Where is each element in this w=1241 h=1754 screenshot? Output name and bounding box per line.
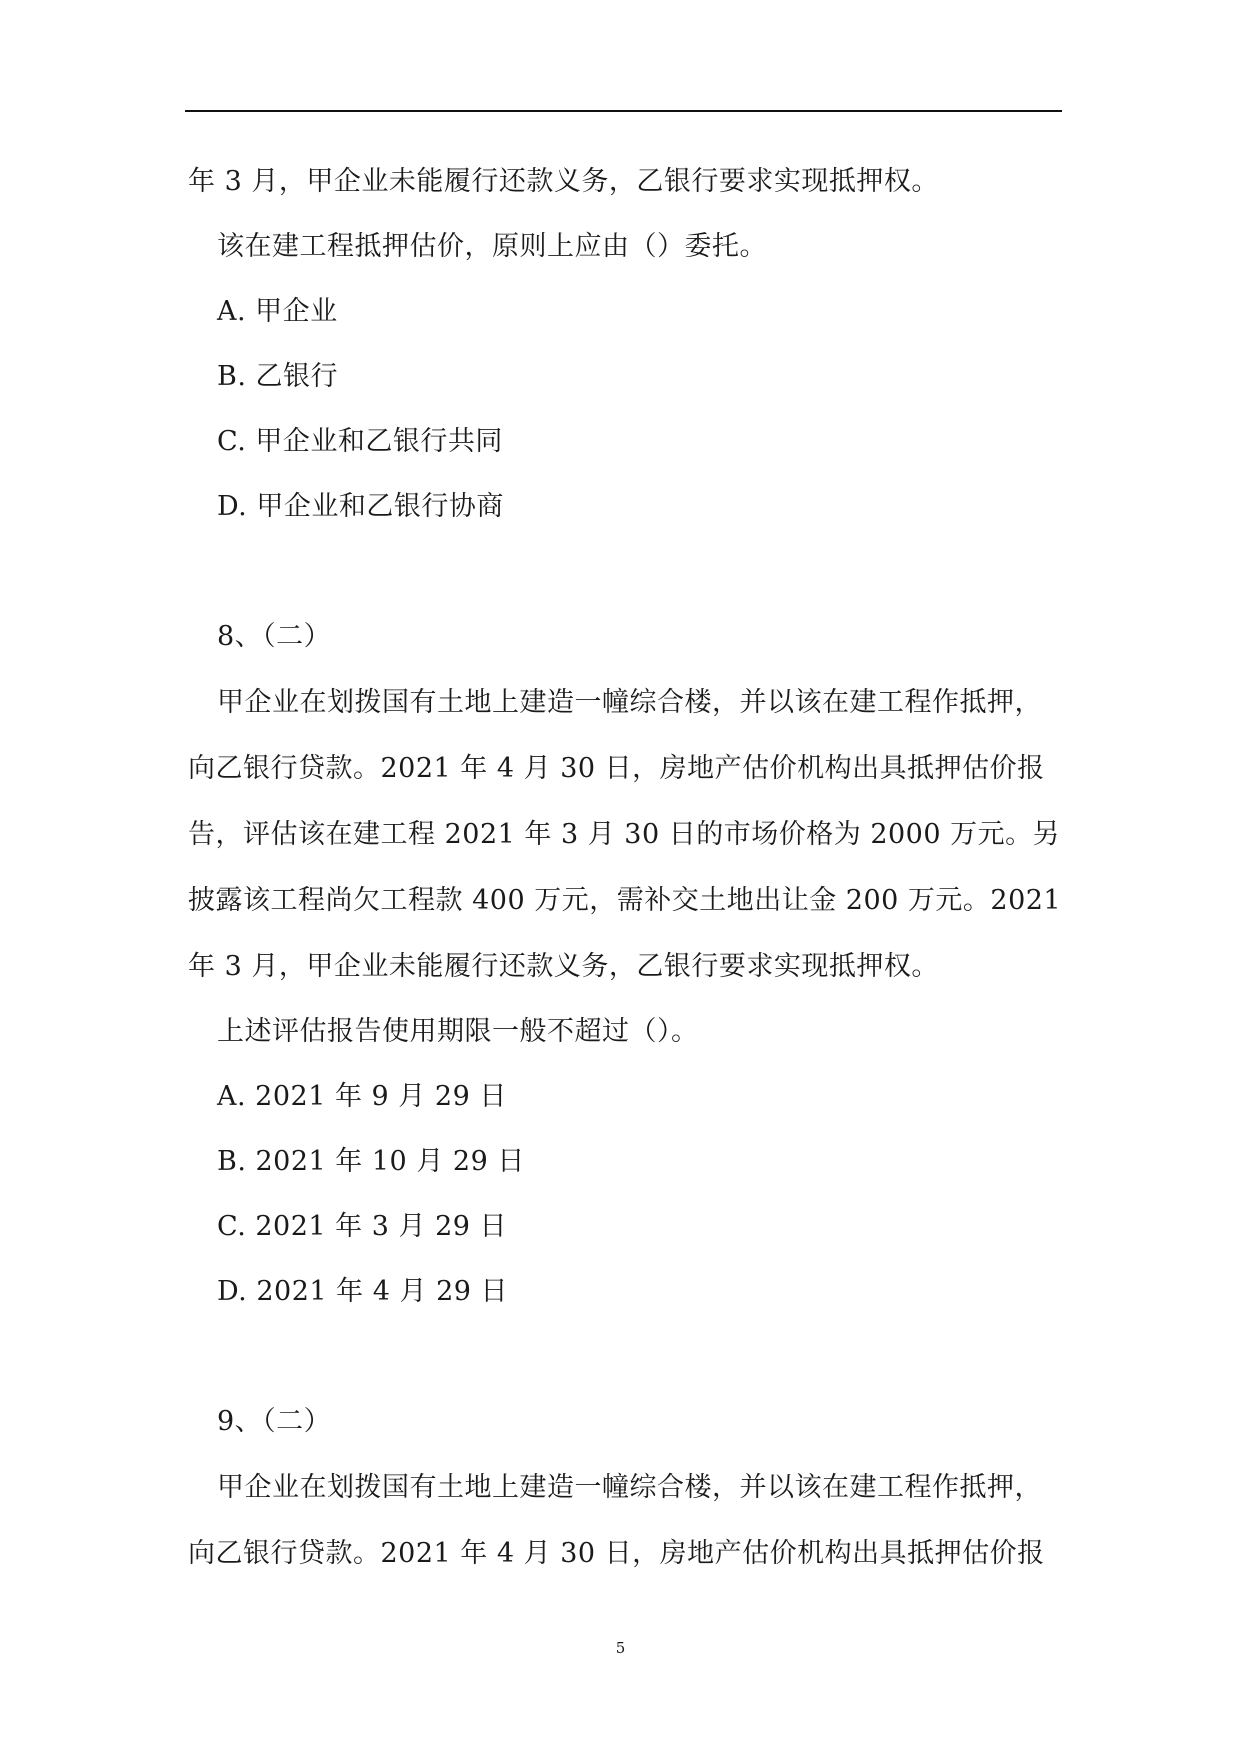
question-text: 上述评估报告使用期限一般不超过（）。 [217,1016,699,1047]
header-rule [185,110,1062,112]
question-text: 该在建工程抵押估价，原则上应由（）委托。 [217,231,767,262]
option-a: A. 甲企业 [217,296,338,327]
option-b: B. 乙银行 [217,361,339,392]
paragraph-line: 告，评估该在建工程 2021 年 3 月 30 日的市场价格为 2000 万元。另 [188,819,1061,850]
paragraph-line: 甲企业在划拨国有土地上建造一幢综合楼，并以该在建工程作抵押， [217,1472,1042,1503]
paragraph-line: 披露该工程尚欠工程款 400 万元，需补交土地出让金 200 万元。2021 [188,885,1062,916]
question-number: 9、（二） [217,1406,332,1437]
option-c: C. 2021 年 3 月 29 日 [217,1211,508,1242]
paragraph-line: 甲企业在划拨国有土地上建造一幢综合楼，并以该在建工程作抵押， [217,687,1042,718]
option-a: A. 2021 年 9 月 29 日 [217,1081,507,1112]
paragraph-line: 向乙银行贷款。2021 年 4 月 30 日，房地产估价机构出具抵押估价报 [188,753,1045,784]
option-c: C. 甲企业和乙银行共同 [217,426,503,457]
paragraph-line: 年 3 月，甲企业未能履行还款义务，乙银行要求实现抵押权。 [188,166,939,197]
option-d: D. 2021 年 4 月 29 日 [217,1276,509,1307]
option-d: D. 甲企业和乙银行协商 [217,491,504,522]
page-number: 5 [615,1639,626,1657]
option-b: B. 2021 年 10 月 29 日 [217,1146,525,1177]
paragraph-line: 年 3 月，甲企业未能履行还款义务，乙银行要求实现抵押权。 [188,951,939,982]
paragraph-line: 向乙银行贷款。2021 年 4 月 30 日，房地产估价机构出具抵押估价报 [188,1538,1045,1569]
question-number: 8、（二） [217,621,332,652]
